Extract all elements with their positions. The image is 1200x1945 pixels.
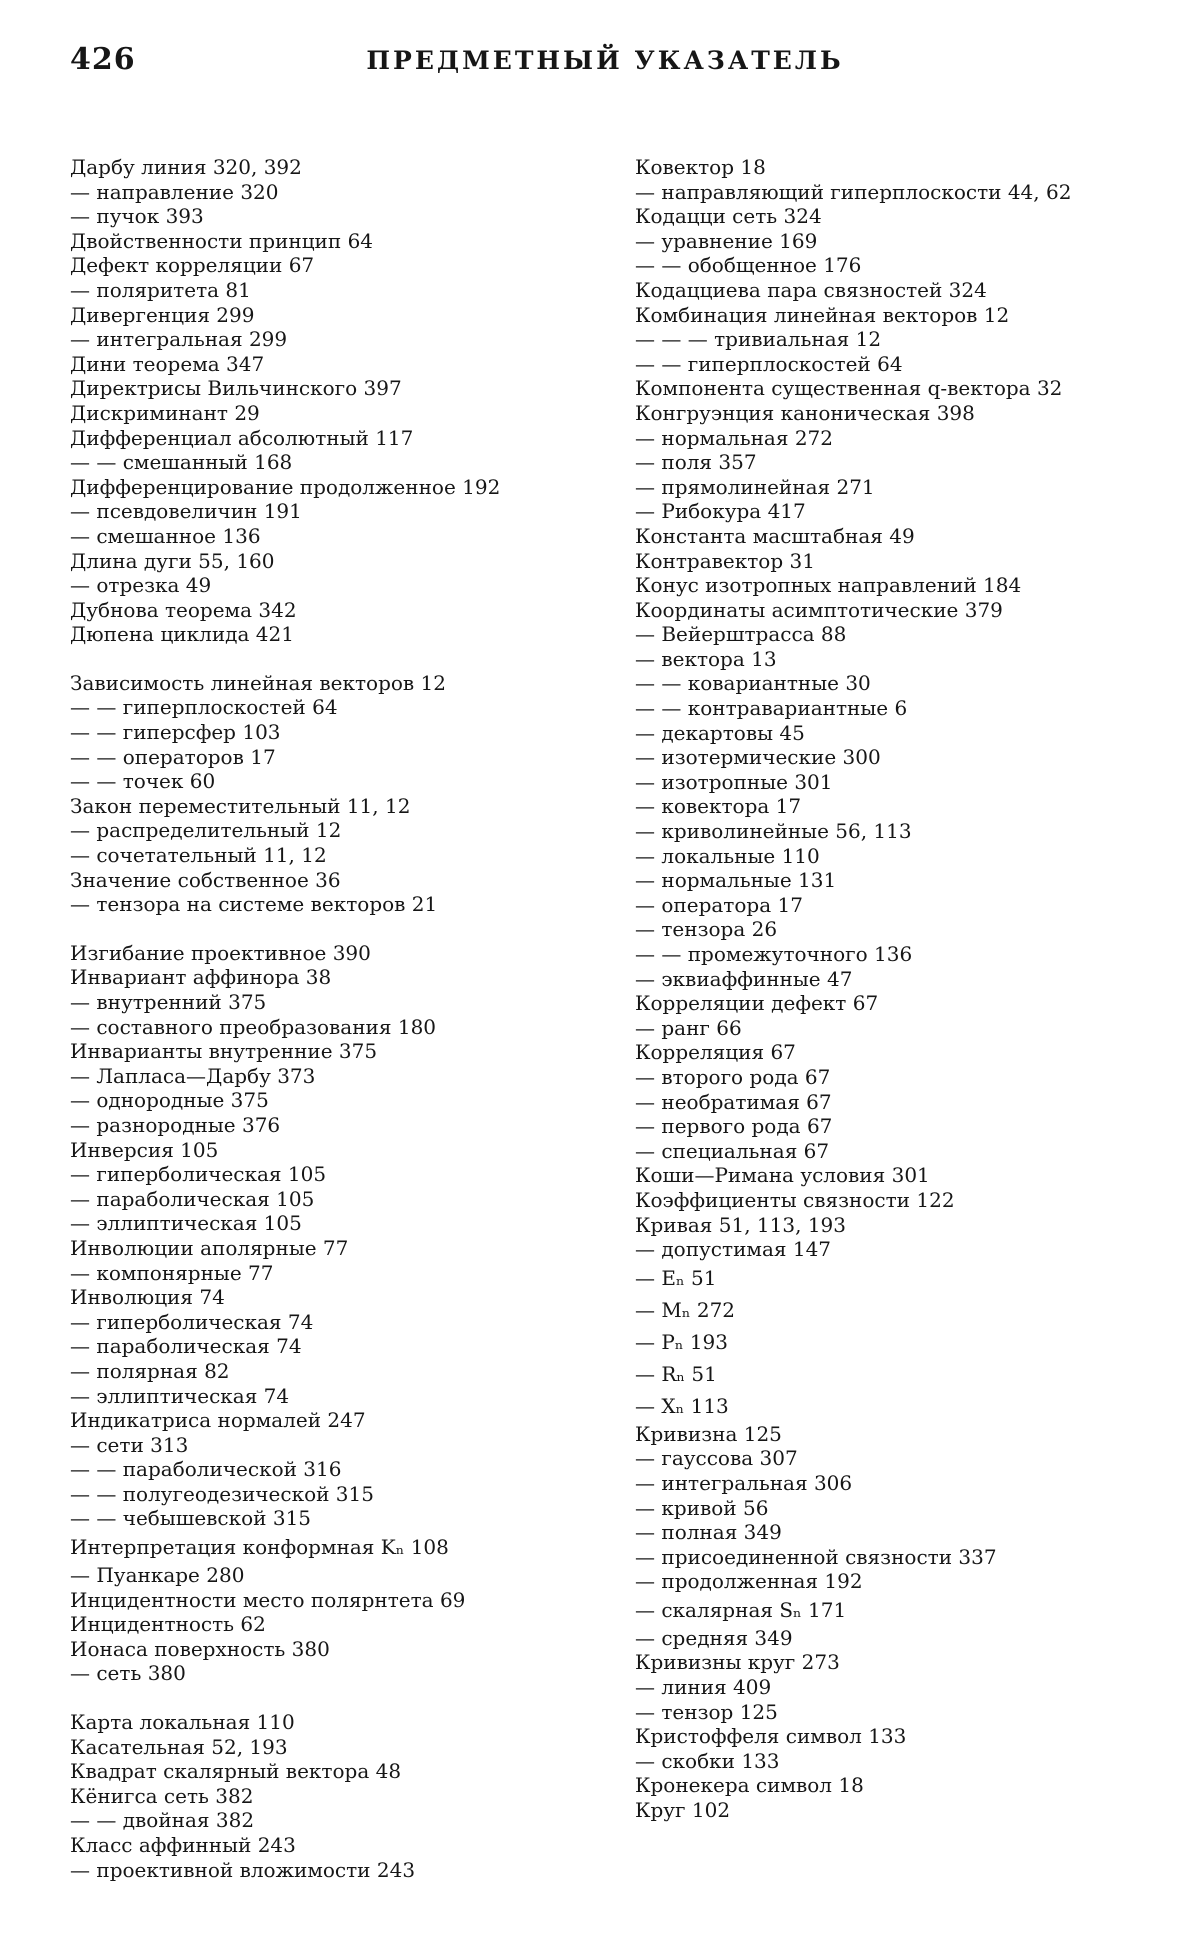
- index-entry: Касательная 52, 193: [70, 1734, 288, 1759]
- index-entry: Зависимость линейная векторов 12: [70, 670, 446, 695]
- index-entry: — внутренний 375: [70, 990, 267, 1014]
- index-entry: — оператора 17: [635, 892, 803, 917]
- index-entry: — составного преобразования 180: [70, 1014, 437, 1039]
- index-entry: — Eₙ 51: [635, 1265, 717, 1290]
- index-entry: — эллиптическая 105: [70, 1211, 302, 1236]
- index-entry: — — чебышевской 315: [70, 1506, 312, 1531]
- index-entry: — локальные 110: [635, 843, 820, 868]
- index-entry: — сети 313: [70, 1432, 189, 1457]
- index-entry: — псевдовеличин 191: [70, 499, 302, 524]
- index-entry: — специальная 67: [635, 1138, 830, 1163]
- index-entry: — допустимая 147: [635, 1237, 832, 1262]
- index-entry: — продолженная 192: [635, 1569, 863, 1594]
- index-entry: — ранг 66: [635, 1015, 742, 1040]
- index-entry: — гиперболическая 74: [70, 1309, 314, 1334]
- index-entry: Дифференциал абсолютный 117: [70, 425, 414, 450]
- index-entry: Длина дуги 55, 160: [70, 548, 275, 573]
- index-entry: — направление 320: [70, 179, 279, 204]
- index-entry: Координаты асимптотические 379: [635, 597, 1003, 622]
- index-entry: — необратимая 67: [635, 1089, 832, 1114]
- index-entry: — Pₙ 193: [635, 1329, 728, 1354]
- page-number: 426: [70, 42, 136, 77]
- index-entry: Инволюция 74: [70, 1285, 225, 1310]
- index-entry: — скалярная Sₙ 171: [635, 1597, 847, 1622]
- index-entry: — направляющий гиперплоскости 44, 62: [635, 179, 1072, 204]
- index-entry: — параболическая 74: [70, 1334, 302, 1359]
- index-entry: Корреляция 67: [635, 1040, 796, 1065]
- index-entry: Интерпретация конформная Kₙ 108: [70, 1535, 449, 1560]
- index-entry: — — операторов 17: [70, 744, 276, 769]
- index-entry: Инверсия 105: [70, 1137, 219, 1162]
- index-entry: Дини теорема 347: [70, 351, 265, 376]
- index-entry: Коэффициенты связности 122: [635, 1187, 955, 1212]
- index-entry: — нормальная 272: [635, 425, 834, 450]
- index-entry: Директрисы Вильчинского 397: [70, 376, 402, 401]
- index-entry: — интегральная 299: [70, 327, 288, 352]
- index-entry: — скобки 133: [635, 1748, 780, 1773]
- index-entry: Закон переместительный 11, 12: [70, 793, 411, 818]
- index-entry: — интегральная 306: [635, 1470, 853, 1495]
- index-entry: Кривизны круг 273: [635, 1650, 840, 1675]
- index-entry: Кодацциева пара связностей 324: [635, 277, 987, 302]
- index-entry: — — ковариантные 30: [635, 671, 871, 696]
- index-entry: — прямолинейная 271: [635, 474, 875, 499]
- index-entry: — распределительный 12: [70, 818, 342, 843]
- index-entry: — Пуанкаре 280: [70, 1563, 245, 1588]
- index-entry: Кривизна 125: [635, 1421, 782, 1446]
- index-entry: — смешанное 136: [70, 523, 261, 548]
- index-entry: — — гиперсфер 103: [70, 720, 281, 745]
- index-entry: Квадрат скалярный вектора 48: [70, 1759, 402, 1784]
- index-entry: Дискриминант 29: [70, 400, 260, 425]
- index-entry: — линия 409: [635, 1675, 772, 1700]
- index-entry: — разнородные 376: [70, 1112, 281, 1137]
- index-entry: Кривая 51, 113, 193: [635, 1212, 846, 1237]
- index-entry: Ионаса поверхность 380: [70, 1636, 330, 1661]
- index-entry: — — точек 60: [70, 769, 216, 794]
- index-entry: — сочетательный 11, 12: [70, 843, 327, 868]
- index-entry: — — параболической 316: [70, 1457, 342, 1482]
- index-entry: Дефект корреляции 67: [70, 253, 315, 278]
- index-entry: — ковектора 17: [635, 794, 802, 819]
- index-entry: Инцидентности место полярнтета 69: [70, 1587, 466, 1612]
- index-entry: — — контравариантные 6: [635, 696, 908, 721]
- index-entry: — присоединенной связности 337: [635, 1544, 997, 1569]
- index-entry: Кёнигса сеть 382: [70, 1783, 254, 1808]
- index-entry: — нормальные 131: [635, 868, 837, 893]
- index-entry: Дубнова теорема 342: [70, 597, 297, 622]
- index-entry: Инварианты внутренние 375: [70, 1039, 378, 1064]
- page-header: [70, 42, 1140, 82]
- index-entry: — — промежуточного 136: [635, 942, 913, 966]
- index-entry: — первого рода 67: [635, 1114, 833, 1139]
- index-entry: — поляритета 81: [70, 277, 251, 302]
- index-entry: Коши—Римана условия 301: [635, 1163, 930, 1188]
- index-entry: — гиперболическая 105: [70, 1162, 327, 1187]
- index-entry: — — гиперплоскостей 64: [635, 351, 903, 376]
- index-entry: — эквиаффинные 47: [635, 966, 853, 991]
- index-entry: — средняя 349: [635, 1625, 793, 1650]
- index-entry: Индикатриса нормалей 247: [70, 1408, 366, 1433]
- index-entry: — тензора на системе векторов 21: [70, 892, 438, 917]
- index-entry: — изотермические 300: [635, 745, 881, 770]
- index-entry: — Рибокура 417: [635, 499, 806, 524]
- index-entry: — Rₙ 51: [635, 1361, 717, 1386]
- index-entry: — Mₙ 272: [635, 1297, 736, 1322]
- index-entry: — уравнение 169: [635, 228, 818, 253]
- index-entry: — — смешанный 168: [70, 450, 293, 475]
- index-column-left: [70, 155, 615, 1882]
- index-entry: Константа масштабная 49: [635, 523, 915, 548]
- index-entry: Компонента существенная q-вектора 32: [635, 376, 1063, 401]
- index-entry: — — — тривиальная 12: [635, 327, 882, 352]
- index-entry: — тензор 125: [635, 1699, 778, 1724]
- index-entry: — сеть 380: [70, 1661, 186, 1686]
- index-entry: — компонярные 77: [70, 1260, 274, 1285]
- index-entry: — отрезка 49: [70, 573, 212, 598]
- index-entry: Дивергенция 299: [70, 302, 255, 327]
- index-entry: — параболическая 105: [70, 1186, 315, 1211]
- index-entry: Дарбу линия 320, 392: [70, 155, 302, 179]
- index-entry: — гауссова 307: [635, 1446, 798, 1471]
- index-entry: Ковектор 18: [635, 155, 766, 179]
- index-entry: Кронекера символ 18: [635, 1773, 864, 1798]
- index-entry: Изгибание проективное 390: [70, 940, 371, 965]
- index-entry: Класс аффинный 243: [70, 1833, 296, 1857]
- index-entry: — криволинейные 56, 113: [635, 819, 912, 844]
- index-entry: — декартовы 45: [635, 720, 805, 745]
- index-entry: Дюпена циклида 421: [70, 622, 294, 647]
- index-entry: — кривой 56: [635, 1495, 769, 1520]
- index-entry: Корреляции дефект 67: [635, 991, 879, 1016]
- index-entry: — Лапласа—Дарбу 373: [70, 1063, 316, 1088]
- index-entry: Дифференцирование продолженное 192: [70, 474, 501, 499]
- index-entry: — вектора 13: [635, 646, 777, 671]
- index-entry: — поля 357: [635, 450, 757, 475]
- index-entry: Инвариант аффинора 38: [70, 965, 332, 990]
- index-entry: — проективной вложимости 243: [70, 1857, 416, 1882]
- index-entry: — тензора 26: [635, 917, 778, 942]
- index-entry: — — гиперплоскостей 64: [70, 695, 338, 720]
- index-entry: Контравектор 31: [635, 548, 815, 573]
- index-entry: — изотропные 301: [635, 769, 833, 794]
- index-entry: Кристоффеля символ 133: [635, 1724, 907, 1749]
- index-entry: — Xₙ 113: [635, 1393, 729, 1418]
- index-entry: Комбинация линейная векторов 12: [635, 302, 1010, 327]
- index-entry: Инволюции аполярные 77: [70, 1235, 349, 1260]
- index-entry: Кодацци сеть 324: [635, 204, 822, 229]
- index-entry: — — полугеодезической 315: [70, 1481, 374, 1506]
- index-entry: — полная 349: [635, 1520, 782, 1545]
- index-entry: — — двойная 382: [70, 1808, 255, 1833]
- index-entry: — полярная 82: [70, 1358, 230, 1383]
- index-entry: — пучок 393: [70, 204, 204, 229]
- index-column-right: [635, 155, 1155, 1823]
- index-entry: — — обобщенное 176: [635, 253, 862, 278]
- index-entry: Инцидентность 62: [70, 1612, 266, 1637]
- index-entry: Круг 102: [635, 1798, 731, 1823]
- index-entry: Карта локальная 110: [70, 1710, 295, 1735]
- index-entry: — Вейерштрасса 88: [635, 622, 847, 647]
- index-entry: Двойственности принцип 64: [70, 228, 374, 253]
- index-entry: — эллиптическая 74: [70, 1383, 290, 1408]
- page-title: ПРЕДМЕТНЫЙ УКАЗАТЕЛЬ: [366, 46, 844, 75]
- index-entry: Конгруэнция каноническая 398: [635, 400, 975, 425]
- index-entry: Конус изотропных направлений 184: [635, 573, 1022, 598]
- index-entry: — второго рода 67: [635, 1064, 831, 1089]
- index-entry: Значение собственное 36: [70, 867, 341, 892]
- index-entry: — однородные 375: [70, 1088, 269, 1113]
